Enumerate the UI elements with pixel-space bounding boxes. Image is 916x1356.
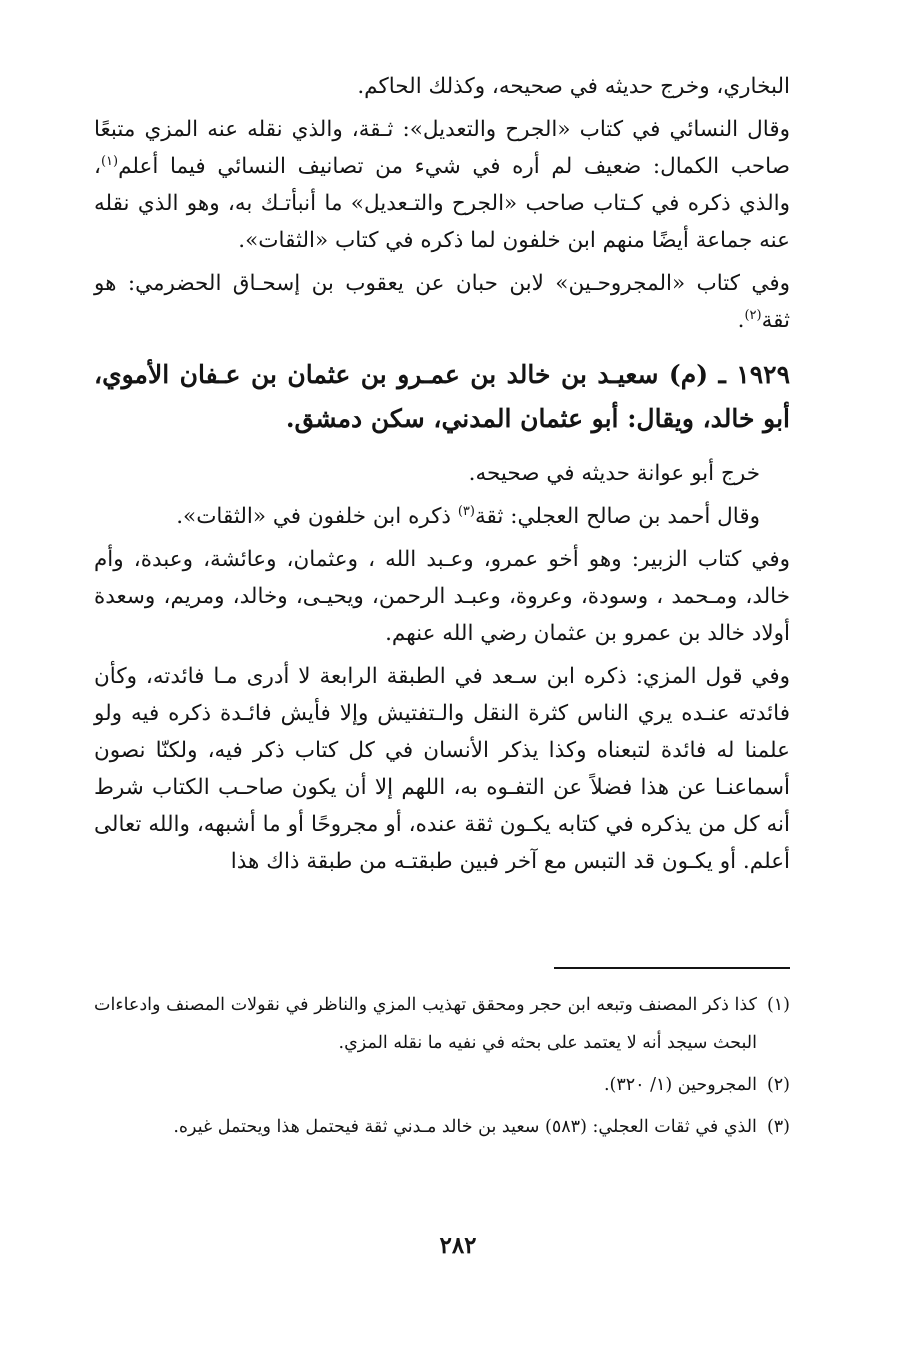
footnote-ref-2[interactable]: (٢) xyxy=(744,307,762,323)
footnote-3 xyxy=(94,1108,790,1146)
footnote-text: كذا ذكر المصنف وتبعه ابن حجر ومحقق تهذيب المزي والناظر في نقولات المصنف وادعاءات البحث سيجد أنه لا يعتمد على بحثه في نفيه ما نقله المزي. xyxy=(94,995,757,1053)
footnote-1 xyxy=(94,986,790,1062)
paragraph-4: خرج أبو عوانة حديثه في صحيحه. xyxy=(468,461,760,486)
footnote-ref-1[interactable]: (١) xyxy=(100,153,119,169)
footnotes xyxy=(94,986,790,1150)
paragraph-6: وفي كتاب الزبير: وهو أخو عمرو، وعـبد الله ، وعثمان، وعائشة، وعبدة، وأم خالد، ومـحمد ، وسودة، وعروة، وعبـد الرحمن، ويحيـى، وخالد، ومريم، وسعدة أولاد خالد بن عمرو بن عثمان رضي الله عنهم. xyxy=(94,547,790,646)
entry-heading: ١٩٢٩ ـ (م) سعيـد بن خالد بن عمـرو بن عثمان بن عـفان الأموي، أبو خالد، ويقال: أبو عثمان المدني، سكن دمشق. xyxy=(94,360,790,433)
footnote-number: (٢) xyxy=(766,1075,790,1095)
paragraph-2: وقال النسائي في كتاب «الجرح والتعديل»: ثـقة، والذي نقله عنه المزي متبعًا صاحب الكمال: ضعيف لم أره في شيء من تصانيف النسائي فيما أعلم$^{(١)}$، والذي ذكره في كـتاب صاحب «الجرح والتـعديل» ما أنبأتـك به، وهو الذي نقله عنه جماعة أيضًا منهم ابن خلفون لما ذكره في كتاب «الثقات». xyxy=(94,117,790,253)
footnote-ref-3[interactable]: (٣) xyxy=(457,503,475,519)
paragraph-5: وقال أحمد بن صالح العجلي: ثقة$^{(٣)}$ ذكره ابن خلفون في «الثقات». xyxy=(176,503,760,529)
footnote-text: الذي في ثقات العجلي: (٥٨٣) سعيد بن خالد مـدني ثقة فيحتمل هذا ويحتمل غيره. xyxy=(173,1117,757,1137)
footnote-number: (١) xyxy=(766,995,790,1015)
footnote-2 xyxy=(94,1066,790,1104)
paragraph-1: البخاري، وخرج حديثه في صحيحه، وكذلك الحاكم. xyxy=(357,74,790,99)
footnote-number: (٣) xyxy=(766,1117,790,1137)
main-text xyxy=(94,68,790,886)
paragraph-3: وفي كتاب «المجروحـين» لابن حبان عن يعقوب بن إسحـاق الحضرمي: هو ثقة$^{(٢)}$. xyxy=(94,271,790,333)
footnote-divider xyxy=(554,967,790,969)
paragraph-7: وفي قول المزي: ذكره ابن سـعد في الطبقة الرابعة لا أدرى مـا فائدته، وكأن فائدته عنـده يري الناس كثرة النقل والـتفتيش وإلا فأيش فائـدة ذكره فيه ولو علمنا له فائدة لتبعناه وكذا يذكر الأنسان في كل كتاب ذكر فيه، ولكنّا نصون أسماعنـا عن هذا فضلاً عن التفـوه به، اللهم إلا أن يكون صاحـب الكتاب شرط أنه كل من يذكره في كتابه يكـون ثقة عنده، أو مجروحًا أو ما أشبهه، والله تعالى أعلم. أو يكـون قد التبس مع آخر فبين طبقتـه من طبقة ذاك هذا xyxy=(94,664,790,874)
footnote-text: المجروحين (١/ ٣٢٠). xyxy=(603,1075,757,1095)
page-number: ٢٨٢ xyxy=(439,1232,477,1259)
